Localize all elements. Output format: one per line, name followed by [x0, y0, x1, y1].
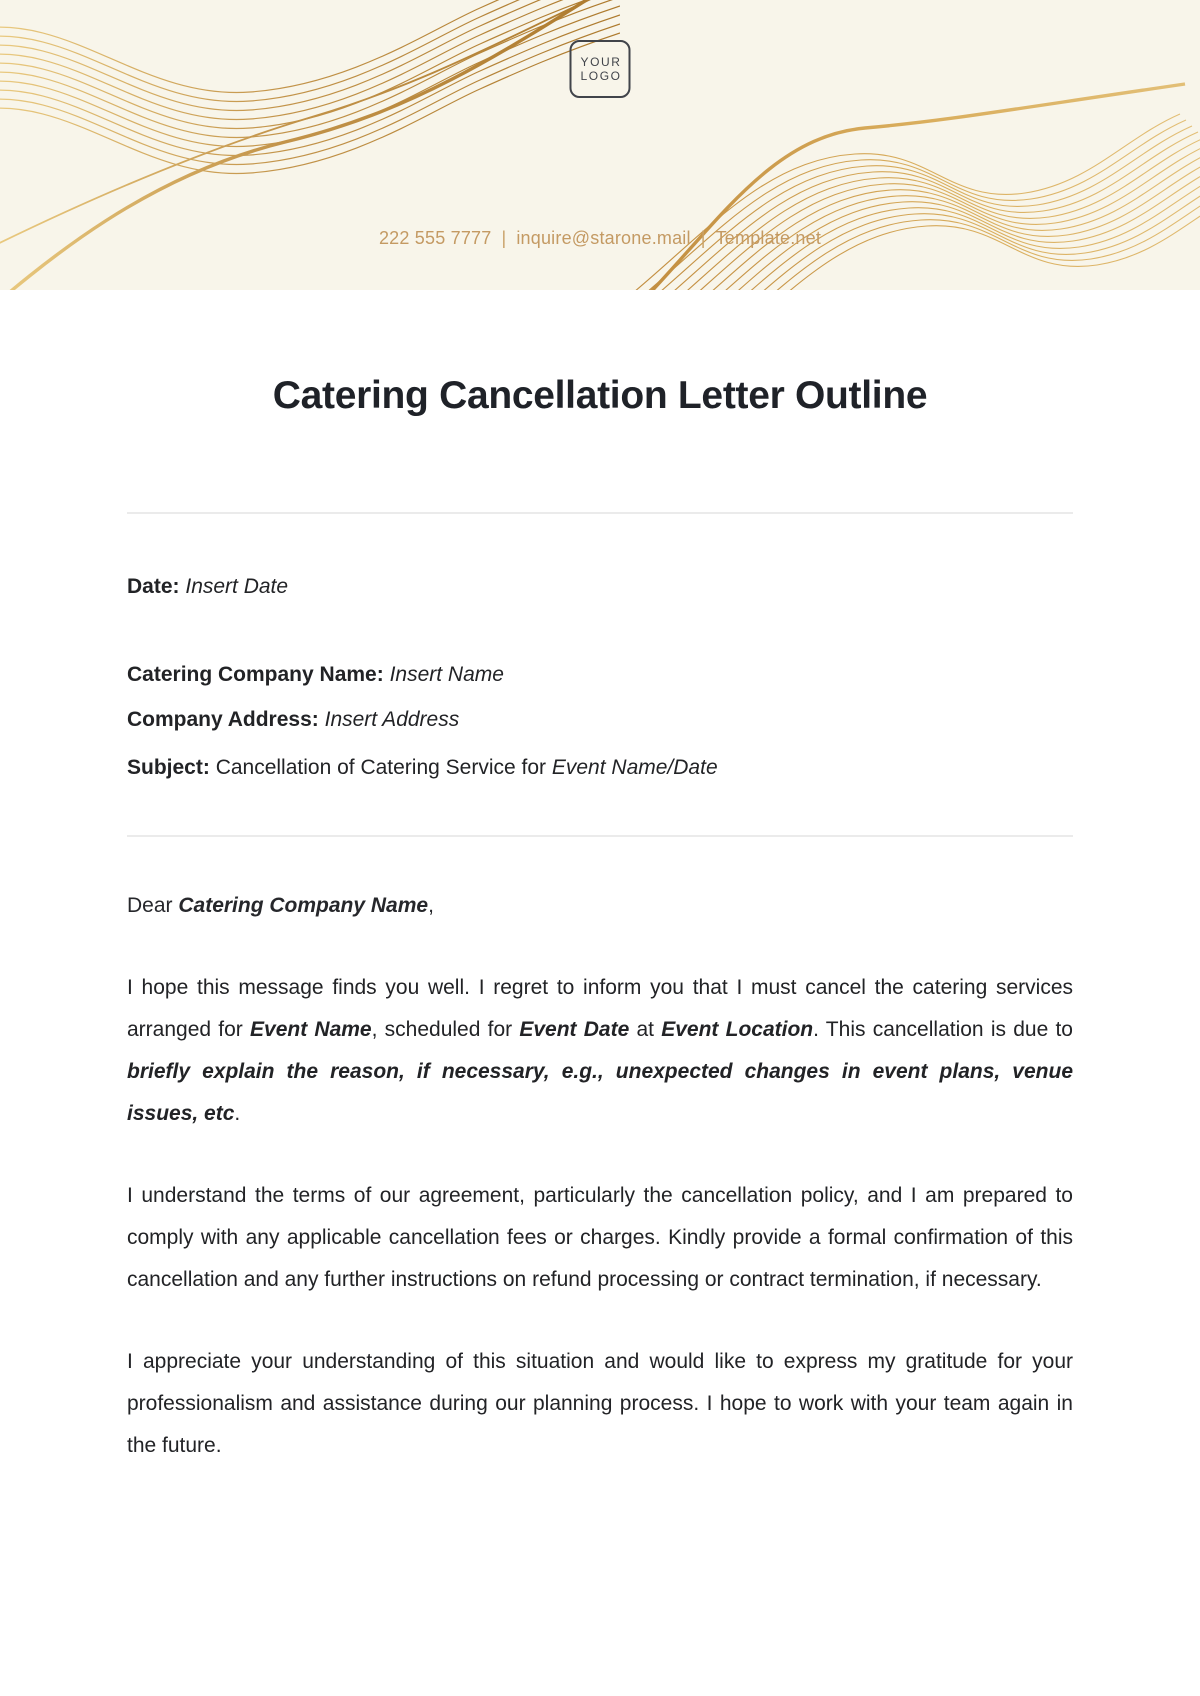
- text-segment: Event Name: [250, 1018, 372, 1041]
- logo-text-line1: YOUR: [580, 55, 622, 69]
- page-title: Catering Cancellation Letter Outline: [272, 374, 928, 417]
- logo: [570, 40, 631, 98]
- subject-text: Cancellation of Catering Service for: [215, 756, 547, 779]
- letter-body: [127, 372, 1073, 1467]
- salutation-prefix: Dear: [127, 894, 179, 917]
- paragraph-terms-compliance: [127, 1175, 1073, 1301]
- subject-label: Subject:: [127, 756, 210, 779]
- letterhead: [0, 0, 1200, 290]
- subject-line: [127, 747, 1073, 789]
- company-address-label: Company Address:: [127, 708, 319, 731]
- text-segment: briefly explain the reason, if necessary, e.g., unexpected changes in event plans, venue issues, etc: [127, 1060, 1073, 1125]
- company-name-line: [127, 654, 1073, 696]
- company-address-line: [127, 699, 1073, 741]
- contact-website: Template.net: [715, 228, 822, 248]
- text-segment: I appreciate your understanding of this situation and would like to express my gratitude for your professionalism and assistance during our planning process. I hope to work with your team again in the future.: [127, 1350, 1073, 1457]
- contact-phone: 222 555 7777: [378, 228, 492, 248]
- contact-email: inquire@starone.mail: [516, 228, 691, 248]
- text-segment: I understand the terms of our agreement, particularly the cancellation policy, and I am prepared to comply with any applicable cancellation fees or charges. Kindly provide a formal confirmation of this cancellation and any further instructions on refund processing or contract termination, if necessary.: [127, 1184, 1073, 1291]
- text-segment: Event Location: [661, 1018, 814, 1041]
- gold-wave-decoration-bottom-right: [620, 76, 1200, 290]
- contact-line: [0, 228, 1200, 249]
- contact-separator: |: [700, 228, 706, 248]
- text-segment: I hope this message finds you well. I regret to inform you that I must cancel the catering services arranged for: [127, 976, 1073, 1041]
- company-name-label: Catering Company Name:: [127, 663, 384, 686]
- salutation-suffix: ,: [428, 894, 434, 917]
- paragraph-cancellation-notice: [127, 967, 1073, 1135]
- subject-value: Event Name/Date: [551, 756, 718, 779]
- salutation-name: Catering Company Name: [178, 894, 429, 917]
- text-segment: .: [234, 1102, 241, 1125]
- divider-middle: [127, 835, 1073, 837]
- company-address-value: Insert Address: [324, 708, 460, 731]
- text-segment: . This cancellation is due to: [813, 1018, 1073, 1041]
- logo-text-line2: LOGO: [580, 69, 622, 83]
- date-value: Insert Date: [185, 575, 289, 598]
- salutation: [127, 885, 1073, 927]
- date-line: [127, 566, 1073, 608]
- date-label: Date:: [127, 575, 180, 598]
- text-segment: , scheduled for: [371, 1018, 520, 1041]
- paragraph-gratitude: [127, 1341, 1073, 1467]
- contact-separator: |: [501, 228, 507, 248]
- company-name-value: Insert Name: [389, 663, 504, 686]
- divider-top: [127, 512, 1073, 514]
- text-segment: at: [629, 1018, 662, 1041]
- text-segment: Event Date: [519, 1018, 630, 1041]
